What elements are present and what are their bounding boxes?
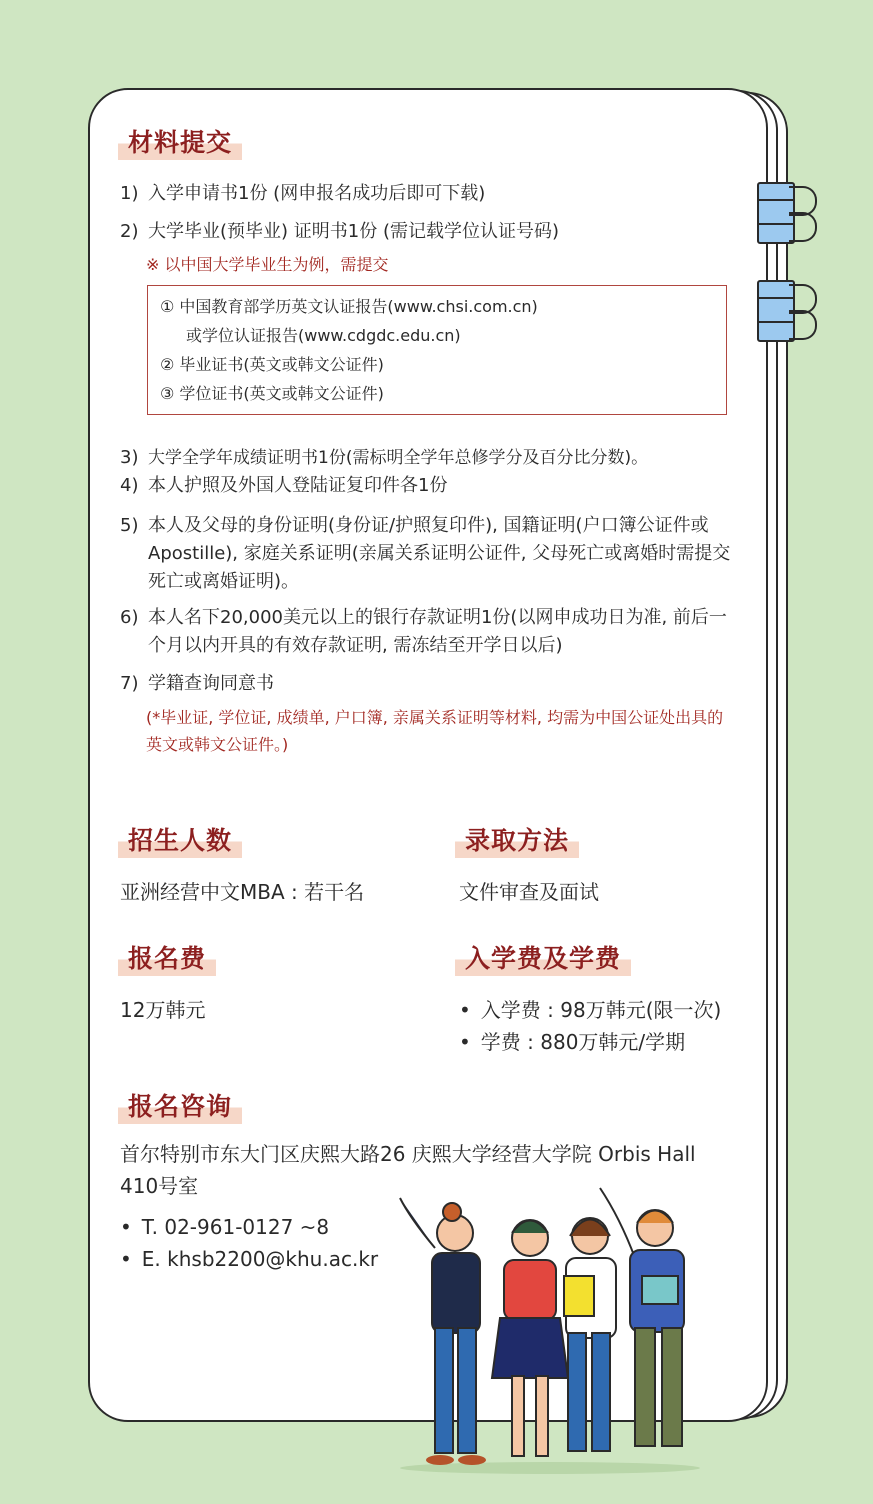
item-text: 本人名下20,000美元以上的银行存款证明1份(以网申成功日为准, 前后一个月以内开具的有效存款证明, 需冻结至开学日以后) xyxy=(148,607,727,656)
section-heading-tuition: 入学费及学费 xyxy=(455,942,631,976)
item-number: 7) xyxy=(120,673,139,694)
item-text: 大学全学年成绩证明书1份(需标明全学年总修学分及百分比分数)。 xyxy=(148,448,649,468)
item-text: 大学毕业(预毕业) 证明书1份 (需记载学位认证号码) xyxy=(148,221,559,242)
sub-item: ① 中国教育部学历英文认证报告(www.chsi.com.cn) xyxy=(160,297,538,316)
sub-item: ② 毕业证书(英文或韩文公证件) xyxy=(160,355,384,374)
binder-clip-icon xyxy=(757,182,821,248)
note-text: ※ 以中国大学毕业生为例，需提交 xyxy=(146,255,389,274)
student-1 xyxy=(400,1198,486,1465)
item-text: 本人及父母的身份证明(身份证/护照复印件), 国籍证明(户口簿公证件或Apostille), 家庭关系证明(亲属关系证明公证件, 父母死亡或离婚时需提交死亡或离婚证明)。 xyxy=(148,515,731,592)
admission-value: 文件审查及面试 xyxy=(459,880,599,904)
student-3 xyxy=(564,1218,616,1451)
section-heading-fee: 报名费 xyxy=(118,942,216,976)
item-text: 学籍查询同意书 xyxy=(148,673,274,694)
item-number: 5) xyxy=(120,515,139,536)
sub-item: 或学位认证报告(www.cdgdc.edu.cn) xyxy=(186,326,461,345)
item-number: 1) xyxy=(120,183,139,204)
students-illustration xyxy=(380,1178,720,1478)
item7-note: (*毕业证, 学位证, 成绩单, 户口簿, 亲属关系证明等材料, 均需为中国公证处出具的英文或韩文公证件。) xyxy=(146,708,724,754)
section-heading-enrollment: 招生人数 xyxy=(118,824,242,858)
section-heading-admission: 录取方法 xyxy=(455,824,579,858)
item-text: 入学申请书1份 (网申报名成功后即可下载) xyxy=(148,183,486,204)
fee-value: 12万韩元 xyxy=(120,998,206,1022)
document-subbox xyxy=(147,285,727,415)
item-number: 3) xyxy=(120,447,139,468)
item-number: 6) xyxy=(120,607,139,628)
tuition-entry: • 入学费 : 98万韩元(限一次) xyxy=(459,995,721,1025)
enrollment-value: 亚洲经营中文MBA : 若干名 xyxy=(120,880,365,904)
item-number: 4) xyxy=(120,475,139,496)
binder-clip-icon xyxy=(757,280,821,346)
section-heading-contact: 报名咨询 xyxy=(118,1090,242,1124)
item-number: 2) xyxy=(120,221,139,242)
sub-item: ③ 学位证书(英文或韩文公证件) xyxy=(160,384,384,403)
section-heading-materials: 材料提交 xyxy=(118,126,242,160)
tuition-term: • 学费 : 880万韩元/学期 xyxy=(459,1027,685,1057)
contact-address: 首尔特别市东大门区庆熙大路26 庆熙大学经营大学院 Orbis Hall 410号室 xyxy=(120,1142,696,1198)
contact-phone: • T. 02-961-0127 ~8 xyxy=(120,1212,329,1242)
contact-email[interactable]: • E. khsb2200@khu.ac.kr xyxy=(120,1244,378,1274)
item-text: 本人护照及外国人登陆证复印件各1份 xyxy=(148,475,448,496)
student-2 xyxy=(492,1220,568,1456)
